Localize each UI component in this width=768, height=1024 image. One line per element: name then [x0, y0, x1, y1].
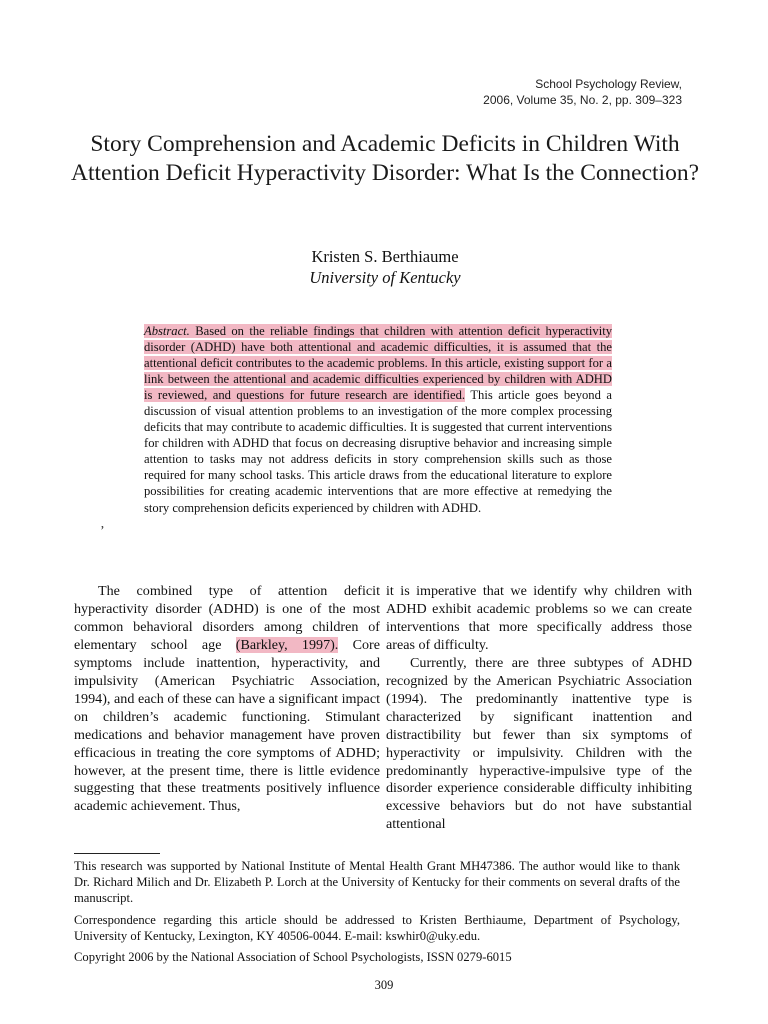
footnote-rule — [74, 853, 160, 854]
page-number: 309 — [374, 978, 394, 992]
highlighted-citation: (Barkley, 1997). — [235, 636, 339, 653]
author-block — [180, 246, 590, 288]
abstract-highlighted-text: Based on the reliable findings that children with attention deficit hyperactivity disorder (ADHD) have both attentional and academic difficulties, it is assumed that the attentional deficit contributes to the academic problems. In this article, existing support for a link between the attentional and academic difficulties experienced by children with ADHD is reviewed, and questions for future research are identified. — [144, 324, 612, 403]
funding-note: This research was supported by National Institute of Mental Health Grant MH47386. The author would like to thank Dr. Richard Milich and Dr. Elizabeth P. Lorch at the University of Kentucky for their comments on several drafts of the manuscript. — [74, 859, 680, 906]
article-title: Story Comprehension and Academic Deficits in Children With Attention Deficit Hyperactivity Disorder: What Is the Connection? — [70, 131, 700, 186]
journal-volume: 2006, Volume 35, No. 2, pp. 309–323 — [483, 93, 682, 107]
journal-citation — [483, 76, 682, 108]
author-name: Kristen S. Berthiaume — [311, 247, 459, 266]
journal-name: School Psychology Review, — [535, 77, 682, 91]
body-paragraph — [74, 583, 380, 816]
body-text: Core symptoms include inattention, hyperactivity, and impulsivity (American Psychiatric Association, 1994), and each of these can have a significant impact on children’s academic functioning. Stimulant medications and behavior management have proven efficacious in treating the core symptoms of ADHD; however, at the present time, there is little evidence suggesting that these treatments positively influence academic achievement. Thus, — [74, 636, 380, 815]
footnotes — [74, 858, 680, 970]
abstract-label: Abstract. — [144, 324, 190, 338]
stray-mark: ʼ — [100, 524, 105, 539]
body-column-right — [386, 583, 692, 834]
correspondence-note: Correspondence regarding this article should be addressed to Kristen Berthiaume, Department of Psychology, University of Kentucky, Lexington, KY 40506-0044. E-mail: kswhir0@uky.edu. — [74, 912, 680, 943]
copyright-note: Copyright 2006 by the National Association of School Psychologists, ISSN 0279-6015 — [74, 950, 512, 965]
abstract-text: This article goes beyond a discussion of visual attention problems to an investigation of the more complex processing deficits that may contribute to academic difficulties. It is suggested that current interventions for children with ADHD that focus on decreasing disruptive behavior and increasing simple attention to tasks may not address deficits in story comprehension skills such as those required for many school tasks. This article draws from the educational literature to explore possibilities for creating academic interventions that are more effective at remedying the story comprehension deficits experienced by children with ADHD. — [144, 388, 612, 515]
abstract — [144, 323, 612, 516]
body-paragraph: it is imperative that we identify why children with ADHD exhibit academic problems so we can create interventions that more specifically address those areas of difficulty. — [386, 583, 692, 653]
body-column-left — [74, 583, 380, 816]
body-text: The combined type of attention deficit hyperactivity disorder (ADHD) is one of the most common behavioral disorders among children of elementary school age — [74, 583, 380, 653]
body-paragraph: Currently, there are three subtypes of ADHD recognized by the American Psychiatric Association (1994). The predominantly inattentive type is characterized by significant inattention and distractibility but fewer than six symptoms of hyperactivity or impulsivity. Children with the predominantly hyperactive-impulsive type of the disorder experience considerable difficulty inhibiting excessive behaviors but do not have substantial attentional — [386, 654, 692, 833]
author-affiliation: University of Kentucky — [309, 268, 461, 287]
